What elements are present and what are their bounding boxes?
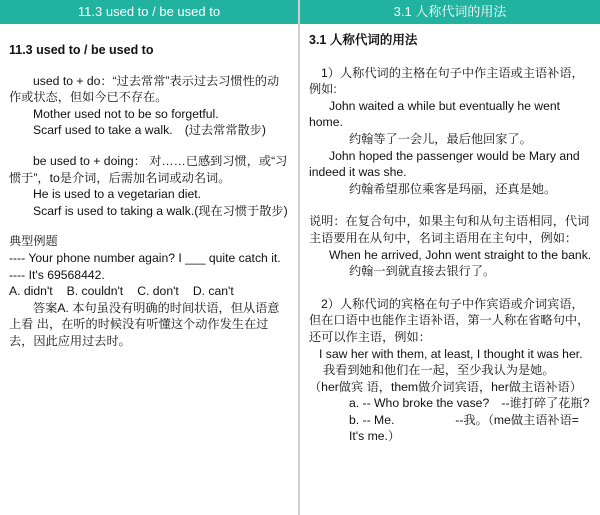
right-dialogue-a: a. -- Who broke the vase? --谁打碎了花瓶? [349, 396, 590, 411]
left-paragraph: be used to + doing： 对……已感到习惯，或“习惯于”，to是介词，后需加名词或动名词。 [9, 153, 288, 185]
right-content [300, 32, 600, 445]
option-d: D. can't [192, 284, 234, 299]
option-b: B. couldn't [66, 284, 124, 299]
left-answer-line: ---- It's 69568442. [9, 267, 105, 282]
left-options [9, 283, 290, 300]
left-paragraph: used to + do：“过去常常”表示过去习惯性的动作或状态，但如今已不存在。 [9, 73, 280, 105]
right-note-inline: （her做宾 语，them做介词宾语，her做主语补语） [309, 379, 582, 394]
right-topbar [300, 0, 600, 24]
right-translation: 我看到她和他们在一起，至少我认为是她。 [323, 363, 555, 378]
option-a: A. didn't [9, 284, 53, 299]
right-note: 说明：在复合句中，如果主句和从句主语相同，代词主语要用在从句中，名词主语用在主句中，例如： [309, 214, 590, 245]
left-example: Mother used not to be so forgetful. [33, 106, 219, 121]
right-paragraph: 2）人称代词的宾格在句子中作宾语或介词宾语，但在口语中也能作主语补语，第一人称在省略句中，还可以作主语，例如： [309, 296, 590, 344]
left-explanation: 答案A. 本句虽没有明确的时间状语，但从语意上看 出，在听的时候没有听懂这个动作发生在过去，因此应用过去时。 [9, 300, 280, 348]
option-c: C. don't [137, 284, 179, 299]
right-translation: 约翰一到就直接去银行了。 [349, 264, 496, 279]
right-example: I saw her with them, at least, I thought it was her. [319, 346, 583, 361]
left-example: He is used to a vegetarian diet. [33, 187, 202, 202]
right-example: John hoped the passenger would be Mary and indeed it was she. [309, 148, 580, 180]
left-example: Scarf is used to taking a walk.(现在习惯于散步) [33, 203, 288, 218]
left-example: Scarf used to take a walk. (过去常常散步) [33, 123, 266, 138]
right-dialogue-b: b. -- Me. --我。（me做主语补语= It's me.） [349, 412, 579, 444]
left-pane[interactable] [0, 0, 298, 515]
left-question: ---- Your phone number again? I ___ quite catch it. [9, 250, 281, 265]
right-translation: 约翰希望那位乘客是玛丽，还真是她。 [349, 181, 557, 196]
right-example: When he arrived, John went straight to the bank. [329, 247, 592, 262]
right-paragraph: 1）人称代词的主格在句子中作主语或主语补语，例如: [309, 65, 584, 97]
left-section-label: 典型例题 [9, 234, 58, 249]
left-content [0, 42, 298, 350]
left-topbar [0, 0, 298, 24]
right-translation: 约翰等了一会儿，最后他回家了。 [349, 131, 532, 146]
left-heading: 11.3 used to / be used to [9, 43, 154, 57]
right-topbar-title: 3.1 人称代词的用法 [393, 4, 507, 19]
right-example: John waited a while but eventually he went home. [309, 98, 561, 130]
right-heading: 3.1 人称代词的用法 [309, 33, 418, 47]
left-topbar-title: 11.3 used to / be used to [77, 4, 221, 19]
right-pane[interactable] [300, 0, 600, 515]
